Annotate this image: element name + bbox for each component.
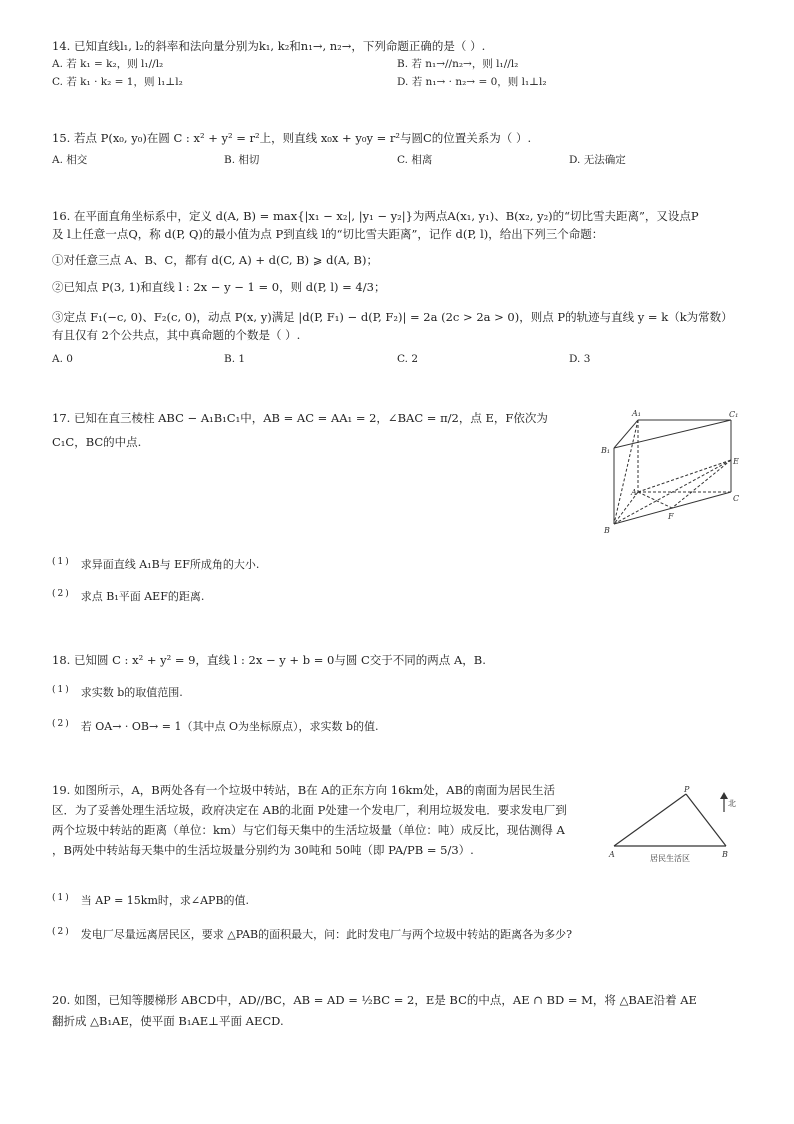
part-text: 求点 B₁平面 AEF的距离. — [80, 590, 205, 603]
part-text: 发电厂尽量远离居民区，要求 △PAB的面积最大，问：此时发电厂与两个垃圾中转站的距离各为多少? — [80, 928, 573, 941]
part-number: (2) — [52, 719, 71, 729]
option-a[interactable]: A. 0 — [52, 352, 73, 365]
option-b[interactable]: B. 相切 — [224, 153, 260, 166]
label-b: B — [722, 850, 728, 859]
part-number: (1) — [52, 557, 71, 567]
edge-a1-b1 — [614, 420, 638, 448]
question-19-stem-line1: 19. 如图所示，A，B两处各有一个垃圾中转站，B在 A的正东方向 16km处，AB的南面为居民生活 — [52, 783, 556, 797]
proposition-1: ①对任意三点 A、B、C，都有 d(C, A) + d(C, B) ⩾ d(A, B)； — [52, 252, 378, 267]
north-arrow-head — [720, 792, 728, 799]
side-p-b — [686, 794, 726, 846]
question-14-stem: 14. 已知直线l₁, l₂的斜率和法向量分别为k₁, k₂和n₁→, n₂→，下列命题正确的是（ ）. — [52, 39, 486, 53]
label-p: P — [684, 785, 690, 794]
question-18-stem: 18. 已知圆 C : x² + y² = 9，直线 l : 2x − y + b = 0与圆 C交于不同的两点 A，B. — [52, 653, 486, 667]
question-18 — [52, 652, 742, 670]
part-text: 求异面直线 A₁B与 EF所成角的大小. — [80, 558, 260, 571]
question-17 — [52, 410, 572, 452]
question-19-stem-line2: 区．为了妥善处理生活垃圾，政府决定在 AB的北面 P处建一个发电厂，利用垃圾发电．要求发电厂到 — [52, 803, 567, 818]
part-text: 求实数 b的取值范围. — [80, 686, 183, 699]
question-16-stem-line2: 及 l上任意一点Q，称 d(P, Q)的最小值为点 P到直线 l的“切比雪夫距离”，记作 d(P, l)，给出下列三个命题： — [52, 226, 604, 241]
question-19-stem-line4: ，B两处中转站每天集中的生活垃圾量分别约为 30吨和 50吨（即 PA/PB = 5/3）. — [52, 843, 474, 858]
question-19 — [52, 780, 597, 861]
question-14-options-row1 — [52, 56, 742, 74]
question-20-stem-line2: 翻折成 △B₁AE，使平面 B₁AE⊥平面 AECD. — [52, 1013, 284, 1028]
label-a1: A₁ — [632, 409, 641, 418]
label-a: A — [631, 488, 637, 497]
segment-e-f — [672, 460, 731, 508]
option-c[interactable]: C. 相离 — [397, 153, 433, 166]
question-18-part-2 — [52, 718, 379, 734]
question-16 — [52, 208, 742, 369]
question-18-part-1 — [52, 684, 183, 700]
option-b[interactable]: B. 若 n₁→//n₂→，则 l₁//l₂ — [397, 57, 519, 70]
segment-a-f — [638, 492, 672, 508]
part-text: 当 AP = 15km时，求∠APB的值. — [80, 894, 250, 907]
question-19-part-2 — [52, 926, 572, 942]
label-c: C — [733, 494, 740, 503]
label-b: B — [604, 526, 610, 535]
label-b1: B₁ — [601, 446, 611, 455]
label-f: F — [668, 512, 674, 521]
question-15-stem: 15. 若点 P(x₀, y₀)在圆 C : x² + y² = r²上，则直线 x₀x + y₀y = r²与圆C的位置关系为（ ）. — [52, 131, 532, 145]
option-d[interactable]: D. 若 n₁→ · n₂→ = 0，则 l₁⊥l₂ — [397, 75, 547, 88]
label-e: E — [733, 457, 739, 466]
question-16-options — [52, 351, 742, 369]
edge-b1-c1 — [614, 420, 731, 448]
option-d[interactable]: D. 3 — [569, 352, 591, 365]
option-b[interactable]: B. 1 — [224, 352, 246, 365]
question-15-options — [52, 152, 742, 170]
label-a: A — [609, 850, 615, 859]
option-c[interactable]: C. 若 k₁ · k₂ = 1，则 l₁⊥l₂ — [52, 75, 183, 88]
part-number: (2) — [52, 927, 71, 937]
label-region: 居民生活区 — [650, 854, 690, 863]
question-19-part-1 — [52, 892, 249, 908]
proposition-3-line2: 有且仅有 2个公共点，其中真命题的个数是（ ）. — [52, 328, 301, 343]
label-c1: C₁ — [729, 410, 739, 419]
option-a[interactable]: A. 相交 — [52, 153, 88, 166]
part-number: (1) — [52, 893, 71, 903]
option-a[interactable]: A. 若 k₁ = k₂，则 l₁//l₂ — [52, 57, 164, 70]
prism-figure — [596, 406, 746, 536]
option-d[interactable]: D. 无法确定 — [569, 153, 626, 166]
part-text: 若 OA→ · OB→ = 1（其中点 O为坐标原点），求实数 b的值. — [80, 720, 379, 733]
side-a-p — [614, 794, 686, 846]
question-19-stem-line3: 两个垃圾中转站的距离（单位：km）与它们每天集中的生活垃圾量（单位：吨）成反比，现估测得 A — [52, 823, 565, 838]
label-north: 北 — [728, 799, 736, 808]
question-20 — [52, 990, 742, 1031]
question-15 — [52, 130, 742, 170]
question-17-stem-line1: 17. 已知在直三棱柱 ABC − A₁B₁C₁中，AB = AC = AA₁ = 2，∠BAC = π/2，点 E，F依次为 — [52, 411, 548, 425]
option-c[interactable]: C. 2 — [397, 352, 419, 365]
question-16-stem-line1: 16. 在平面直角坐标系中，定义 d(A, B) = max{|x₁ − x₂|, |y₁ − y₂|}为两点A(x₁, y₁)、B(x₂, y₂)的“切比雪夫距离”，又设点P — [52, 209, 699, 223]
question-17-stem-line2: C₁C，BC的中点. — [52, 434, 142, 449]
part-number: (2) — [52, 589, 71, 599]
question-14 — [52, 38, 742, 92]
question-17-part-1 — [52, 556, 259, 572]
part-number: (1) — [52, 685, 71, 695]
proposition-3-line1: ③定点 F₁(−c, 0)、F₂(c, 0)，动点 P(x, y)满足 |d(P, F₁) − d(P, F₂)| = 2a (2c > 2a > 0)，则点 P的轨迹与直线 y = k（k为常数） — [52, 310, 733, 325]
question-17-part-2 — [52, 588, 204, 604]
segment-a-e — [638, 460, 731, 492]
triangle-figure — [604, 784, 754, 868]
proposition-2: ②已知点 P(3, 1)和直线 l : 2x − y − 1 = 0，则 d(P, l) = 4/3； — [52, 280, 386, 295]
question-20-stem-line1: 20. 如图，已知等腰梯形 ABCD中，AD//BC，AB = AD = ½BC = 2，E是 BC的中点，AE ∩ BD = M，将 △BAE沿着 AE — [52, 993, 697, 1007]
question-14-options-row2 — [52, 74, 742, 92]
